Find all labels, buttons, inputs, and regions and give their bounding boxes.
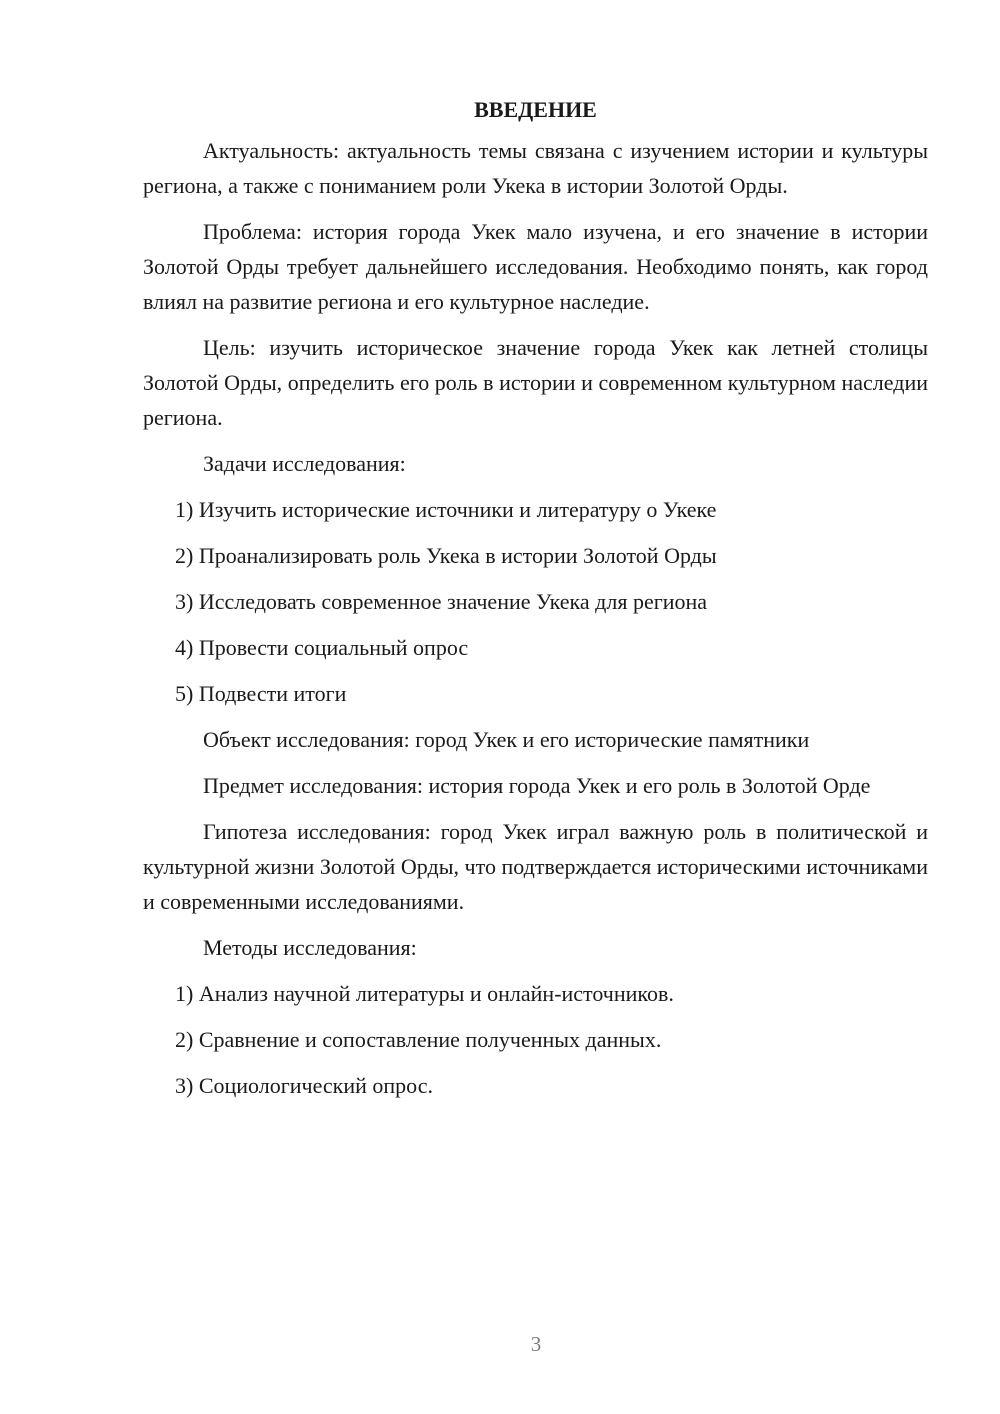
document-title: ВВЕДЕНИЕ — [474, 97, 597, 122]
goal-paragraph: Цель: изучить историческое значение города Укек как летней столицы Золотой Орды, определить его роль в истории и современном культурном наследии региона. — [143, 335, 928, 430]
task-item: 3) Исследовать современное значение Укека для региона — [175, 589, 708, 614]
tasks-list — [143, 492, 928, 711]
task-item: 2) Проанализировать роль Укека в истории Золотой Орды — [175, 543, 717, 568]
method-item: 1) Анализ научной литературы и онлайн-источников. — [175, 981, 674, 1006]
document-page — [143, 92, 928, 1114]
methods-list — [143, 976, 928, 1103]
tasks-heading: Задачи исследования: — [203, 451, 406, 476]
task-item: 5) Подвести итоги — [175, 681, 347, 706]
task-item: 4) Провести социальный опрос — [175, 635, 469, 660]
method-item: 2) Сравнение и сопоставление полученных данных. — [175, 1027, 662, 1052]
task-item: 1) Изучить исторические источники и литературу о Укеке — [175, 497, 717, 522]
hypothesis-paragraph: Гипотеза исследования: город Укек играл важную роль в политической и культурной жизни Золотой Орды, что подтверждается историческими источниками и современными исследованиями. — [143, 819, 928, 914]
page-number: 3 — [530, 1332, 542, 1356]
method-item: 3) Социологический опрос. — [175, 1073, 433, 1098]
methods-heading: Методы исследования: — [203, 935, 417, 960]
problem-paragraph: Проблема: история города Укек мало изучена, и его значение в истории Золотой Орды требует дальнейшего исследования. Необходимо понять, как город влиял на развитие региона и его культурное наследие. — [143, 219, 928, 314]
subject-paragraph: Предмет исследования: история города Укек и его роль в Золотой Орде — [203, 773, 871, 798]
object-paragraph: Объект исследования: город Укек и его исторические памятники — [203, 727, 810, 752]
relevance-paragraph: Актуальность: актуальность темы связана с изучением истории и культуры региона, а также с пониманием роли Укека в истории Золотой Орды. — [143, 138, 928, 198]
